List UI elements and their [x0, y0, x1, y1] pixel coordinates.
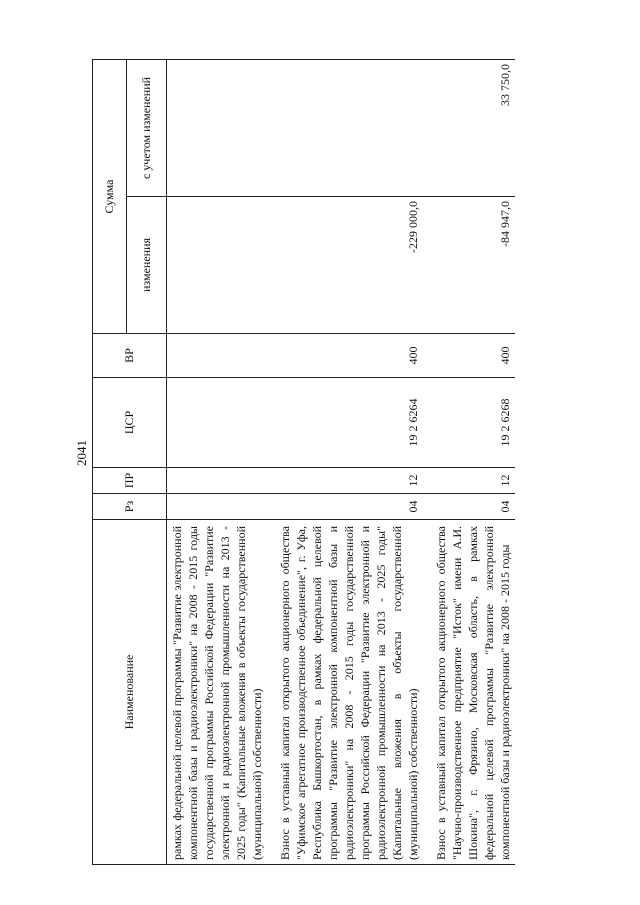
budget-table-rotated [92, 60, 552, 865]
page-number: 2041 [74, 440, 89, 466]
row-csr: 19 2 6264 [275, 378, 423, 468]
row-pr [167, 468, 268, 494]
row-vr: 400 [431, 334, 515, 378]
header-csr: ЦСР [93, 378, 167, 468]
budget-table [92, 59, 515, 865]
header-change: изменения [127, 197, 167, 334]
row-spacer [267, 59, 275, 864]
row-rz [167, 494, 268, 520]
header-sum: Сумма [93, 59, 127, 333]
table-row [431, 59, 515, 864]
row-spacer [423, 59, 431, 864]
row-change: -229 000,0 [275, 197, 423, 334]
row-name: Взнос в уставный капитал открытого акционерного общества "Уфимское агрегатное производственное объединение", г. Уфа, Республика Башкортостан, в рамках федеральной целевой программы "Развитие электронной компонентной базы и радиоэлектроники" на 2008 - 2015 годы государственной программы Российской Федерации "Развитие электронной и радиоэлектронной промышленности на 2013 - 2025 годы" (Капитальные вложения в объекты государственной (муниципальной) собственности) [275, 520, 423, 865]
row-csr: 19 2 6268 [431, 378, 515, 468]
row-with-change: 33 750,0 [431, 59, 515, 196]
row-pr: 12 [275, 468, 423, 494]
header-with-change: с учетом изменений [127, 59, 167, 196]
row-change: -84 947,0 [431, 197, 515, 334]
row-rz: 04 [431, 494, 515, 520]
row-with-change [167, 59, 268, 196]
header-name: Наименование [93, 520, 167, 865]
row-pr: 12 [431, 468, 515, 494]
header-pr: ПР [93, 468, 167, 494]
table-row [167, 59, 268, 864]
header-rz: Рз [93, 494, 167, 520]
header-vr: ВР [93, 334, 167, 378]
row-name: рамках федеральной целевой программы "Развитие электронной компонентной базы и радиоэлектроники" на 2008 - 2015 годы государственной программы Российской Федерации "Развитие электронной и радиоэлектронной промышленности на 2013 - 2025 годы" (Капитальные вложения в объекты государственной (муниципальной) собственности) [167, 520, 268, 865]
row-csr [167, 378, 268, 468]
row-vr: 400 [275, 334, 423, 378]
row-name: Взнос в уставный капитал открытого акционерного общества "Научно-производственное предприятие "Исток" имени А.И. Шокина", г. Фрязино, Московская область, в рамках федеральной целевой программы "Развитие электронной компонентной базы и радиоэлектроники" на 2008 - 2015 годы [431, 520, 515, 865]
row-change [167, 197, 268, 334]
row-rz: 04 [275, 494, 423, 520]
row-vr [167, 334, 268, 378]
table-row [275, 59, 423, 864]
row-with-change [275, 59, 423, 196]
